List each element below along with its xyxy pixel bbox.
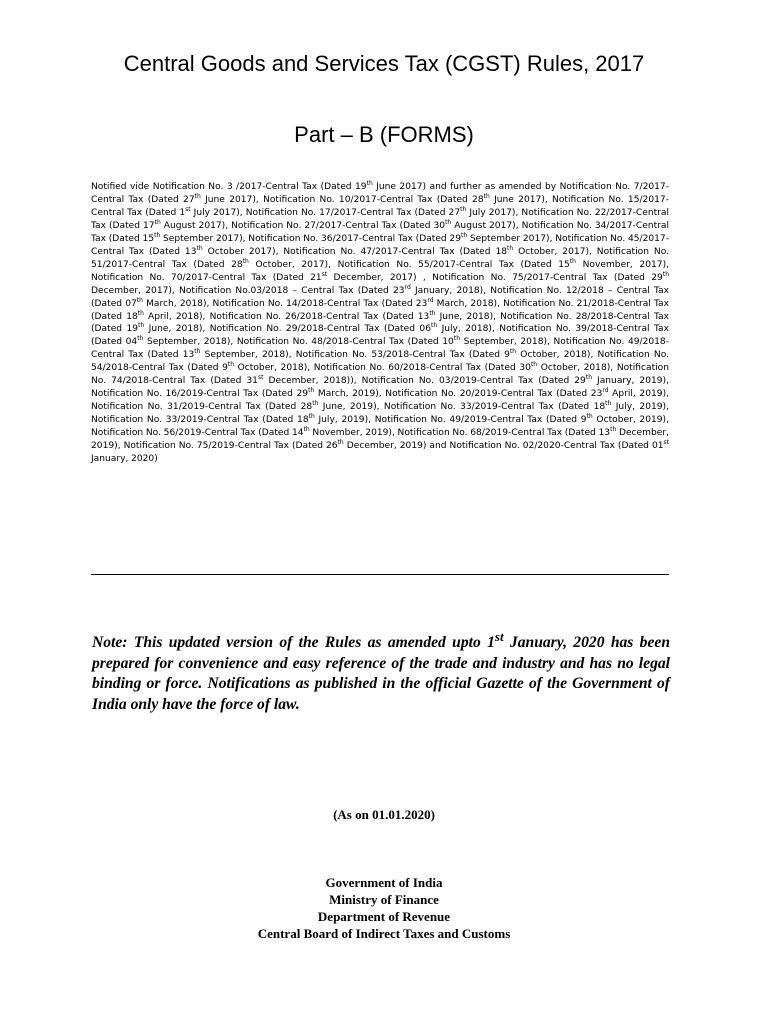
- issuer-department: Department of Revenue: [317, 909, 451, 924]
- disclaimer-note: Note: This updated version of the Rules as amended upto 1st January, 2020 has been prepared for convenience and easy reference of the trade and industry and has no legal binding or force. Notifications as published in the official Gazette of the Government of India only have the force of law.: [92, 629, 670, 713]
- document-title: Central Goods and Services Tax (CGST) Rules, 2017: [123, 51, 645, 76]
- issuer-board: Central Board of Indirect Taxes and Customs: [257, 926, 511, 941]
- document-subtitle: Part – B (FORMS): [294, 122, 474, 147]
- as-on-date: (As on 01.01.2020): [333, 807, 435, 822]
- issuer-ministry: Ministry of Finance: [329, 892, 439, 907]
- issuer-government: Government of India: [325, 875, 443, 890]
- issuer-block: [60, 874, 708, 942]
- horizontal-divider: [91, 574, 669, 575]
- notification-history: Notified vide Notification No. 3 /2017-Central Tax (Dated 19th June 2017) and further as amended by Notification No. 7/2017-Central Tax (Dated 27th June 2017), Notification No. 10/2017-Central Tax (Dated 28th June 2017), Notification No. 15/2017-Central Tax (Dated 1st July 2017), Notification No. 17/2017-Central Tax (Dated 27th July 2017), Notification No. 22/2017-Central Tax (Dated 17th August 2017), Notification No. 27/2017-Central Tax (Dated 30th August 2017), Notification No. 34/2017-Central Tax (Dated 15th September 2017), Notification No. 36/2017-Central Tax (Dated 29th September 2017), Notification No. 45/2017-Central Tax (Dated 13th October 2017), Notification No. 47/2017-Central Tax (Dated 18th October, 2017), Notification No. 51/2017-Central Tax (Dated 28th October, 2017), Notification No. 55/2017-Central Tax (Dated 15th November, 2017), Notification No. 70/2017-Central Tax (Dated 21st December, 2017) , Notification No. 75/2017-Central Tax (Dated 29th December, 2017), Notification No.03/2018 – Central Tax (Dated 23rd January, 2018), Notification No. 12/2018 – Central Tax (Dated 07th March, 2018), Notification No. 14/2018-Central Tax (Dated 23rd March, 2018), Notification No. 21/2018-Central Tax (Dated 18th April, 2018), Notification No. 26/2018-Central Tax (Dated 13th June, 2018), Notification No. 28/2018-Central Tax (Dated 19th June, 2018), Notification No. 29/2018-Central Tax (Dated 06th July, 2018), Notification No. 39/2018-Central Tax (Dated 04th September, 2018), Notification No. 48/2018-Central Tax (Dated 10th September, 2018), Notification No. 49/2018-Central Tax (Dated 13th September, 2018), Notification No. 53/2018-Central Tax (Dated 9th October, 2018), Notification No. 54/2018-Central Tax (Dated 9th October, 2018), Notification No. 60/2018-Central Tax (Dated 30th October, 2018), Notification No. 74/2018-Central Tax (Dated 31st December, 2018)), Notification No. 03/2019-Central Tax (Dated 29th January, 2019), Notification No. 16/2019-Central Tax (Dated 29th March, 2019), Notification No. 20/2019-Central Tax (Dated 23rd April, 2019), Notification No. 31/2019-Central Tax (Dated 28th June, 2019), Notification No. 33/2019-Central Tax (Dated 18th July, 2019), Notification No. 33/2019-Central Tax (Dated 18th July, 2019), Notification No. 49/2019-Central Tax (Dated 9th October, 2019), Notification No. 56/2019-Central Tax (Dated 14th November, 2019), Notification No. 68/2019-Central Tax (Dated 13th December, 2019), Notification No. 75/2019-Central Tax (Dated 26th December, 2019) and Notification No. 02/2020-Central Tax (Dated 01st January, 2020): [91, 179, 670, 465]
